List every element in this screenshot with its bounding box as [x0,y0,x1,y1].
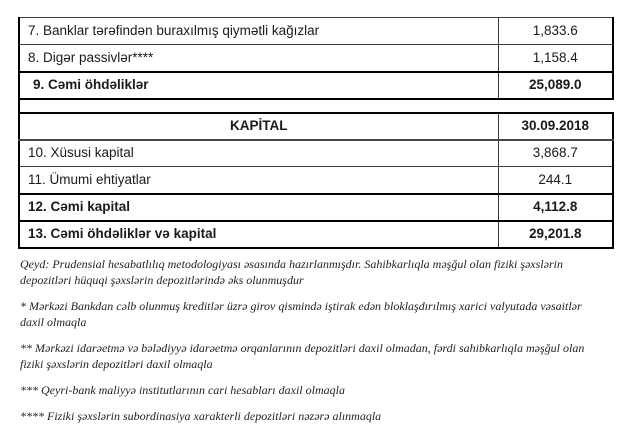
table-row-total-capital [19,194,613,221]
capital-header-date: 30.09.2018 [498,113,613,140]
table-row-banks-securities [19,18,613,45]
capital-header-row [19,113,613,140]
footnote-four-star: **** Fiziki şəxslərin subordinasiya xarakterli depozitləri nəzərə alınmaqla [20,408,382,423]
row-label-banks-securities: 7. Banklar tərəfindən buraxılmış qiymətli kağızlar [19,18,498,45]
row-label-total-capital: 12. Cəmi kapital [19,194,498,221]
row-value-total-capital: 4,112.8 [498,194,613,221]
row-label-other-liabilities: 8. Digər passivlər**** [19,45,498,72]
table-gap-row [19,99,613,113]
capital-header-title: KAPİTAL [19,113,498,140]
row-label-total-liabilities: 9. Cəmi öhdəliklər [19,72,498,99]
row-value-total-liabilities: 25,089.0 [498,72,613,99]
row-value-total-liabilities-and-capital: 29,201.8 [498,221,613,248]
table-row-equity-capital [19,140,613,167]
gap-cell-right [498,99,613,113]
table-row-total-liabilities [19,72,613,99]
gap-cell-left [19,99,498,113]
footnote-qeyd: Qeyd: Prudensial hesabatlılıq metodologiyası əsasında hazırlanmışdır. Sahibkarlıqla məşğul olan fiziki şəxslərin depozitləri hüquqi şəxslərin depozitlərində əks olunmuşdur [20,256,563,287]
table-row-total-liabilities-and-capital [19,221,613,248]
footnote-one-star: * Mərkəzi Bankdan cəlb olunmuş kreditlər üzrə girov qismində iştirak edən bloklaşdırılmış xarici valyutada vəsaitlər daxil olmaqla [20,298,582,329]
balance-sheet-table [18,17,614,249]
table-row-other-liabilities [19,45,613,72]
row-label-total-liabilities-and-capital: 13. Cəmi öhdəliklər və kapital [19,221,498,248]
footnote-three-star: *** Qeyri-bank maliyyə institutlarının cari hesabları daxil olmaqla [20,382,345,397]
row-label-equity-capital: 10. Xüsusi kapital [19,140,498,167]
row-value-general-reserves: 244.1 [498,167,613,194]
row-label-general-reserves: 11. Ümumi ehtiyatlar [19,167,498,194]
table-row-general-reserves [19,167,613,194]
footnote-two-star: ** Mərkəzi idarəetmə və bələdiyyə idarəetmə orqanlarının depozitləri daxil olmadan, fərdi sahibkarlıqla məşğul olan fiziki şəxslərin depozitləri daxil olmaqla [20,340,585,371]
footnotes-section [18,256,608,424]
row-value-equity-capital: 3,868.7 [498,140,613,167]
row-value-banks-securities: 1,833.6 [498,18,613,45]
row-value-other-liabilities: 1,158.4 [498,45,613,72]
